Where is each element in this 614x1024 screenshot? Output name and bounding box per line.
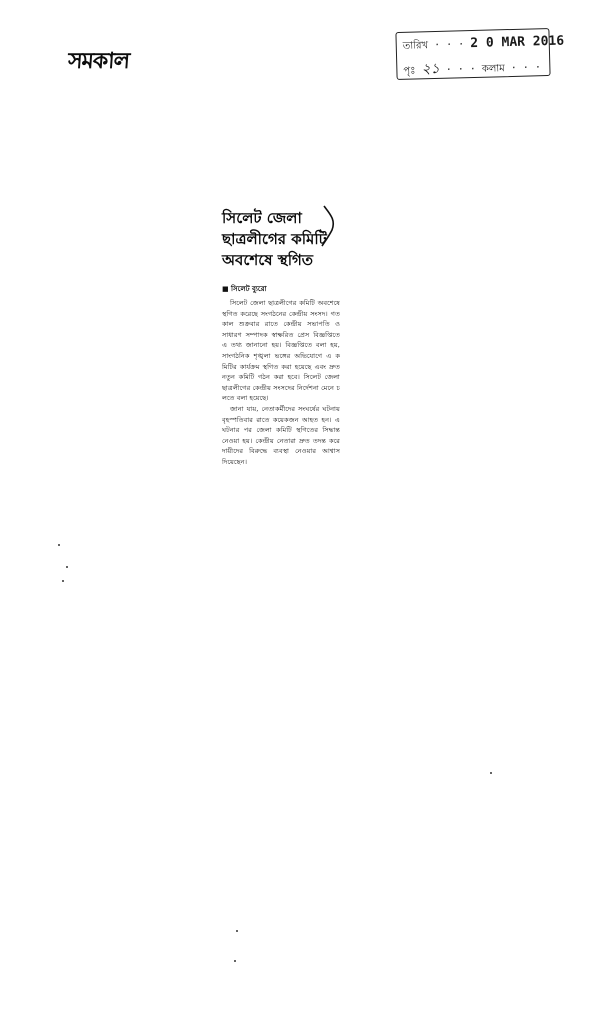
article-paragraph-2: জানা যায়, নেতাকর্মীদের সংঘর্ষের ঘটনায় বৃহস্পতিবার রাতে কয়েকজন আহত হন। এ ঘটনার পর জেলা কমিটি স্থগিতের সিদ্ধান্ত নেওয়া হয়। কেন্দ্রীয় নেতারা দ্রুত তদন্ত করে দায়ীদের বিরুদ্ধে ব্যবস্থা নেওয়ার আশ্বাস দিয়েছেন।	[222, 404, 340, 466]
scan-speck	[66, 566, 68, 568]
stamp-dots-3: · · ·	[510, 62, 542, 75]
scan-speck	[234, 960, 236, 962]
date-stamp	[395, 28, 565, 80]
scan-speck	[490, 772, 492, 774]
news-clipping	[222, 208, 340, 468]
scan-speck	[58, 544, 60, 546]
masthead-logo: সমকাল	[67, 48, 130, 74]
article-paragraph-1: সিলেট জেলা ছাত্রলীগের কমিটি অবশেষে স্থগিত করেছে সংগঠনের কেন্দ্রীয় সংসদ। গতকাল শুক্রবার রাতে কেন্দ্রীয় সভাপতি ও সাধারণ সম্পাদক স্বাক্ষরিত প্রেস বিজ্ঞপ্তিতে এ তথ্য জানানো হয়। বিজ্ঞপ্তিতে বলা হয়, সাংগঠনিক শৃঙ্খলা ভঙ্গের অভিযোগে এ কমিটির কার্যক্রম স্থগিত করা হয়েছে এবং দ্রুত নতুন কমিটি গঠন করা হবে। সিলেট জেলা ছাত্রলীগের কেন্দ্রীয় সংসদের নির্দেশনা মেনে চলতে বলা হয়েছে।	[222, 299, 340, 403]
stamp-dots-2: · · ·	[445, 63, 483, 76]
stamp-page-value: ২১	[421, 60, 440, 78]
stamp-date-row	[403, 34, 565, 56]
scan-speck	[62, 580, 64, 582]
article-body	[222, 298, 340, 468]
stamp-column-label: কলাম	[481, 63, 505, 75]
pen-mark-icon	[320, 204, 338, 248]
stamp-dots-1: · · ·	[433, 39, 471, 52]
article-byline: ■ সিলেট ব্যুরো	[222, 285, 267, 293]
stamp-date-value: 2 0 MAR 2016	[470, 33, 565, 52]
headline-line-2: ছাত্রলীগের কমিটি	[222, 230, 327, 248]
stamp-page-row	[403, 54, 541, 82]
stamp-date-label: তারিখ	[402, 40, 429, 52]
scan-speck	[236, 930, 238, 932]
headline-line-3: অবশেষে স্থগিত	[222, 251, 314, 269]
stamp-page-label: পৃঃ	[403, 65, 416, 77]
headline-line-1: সিলেট জেলা	[222, 209, 302, 227]
